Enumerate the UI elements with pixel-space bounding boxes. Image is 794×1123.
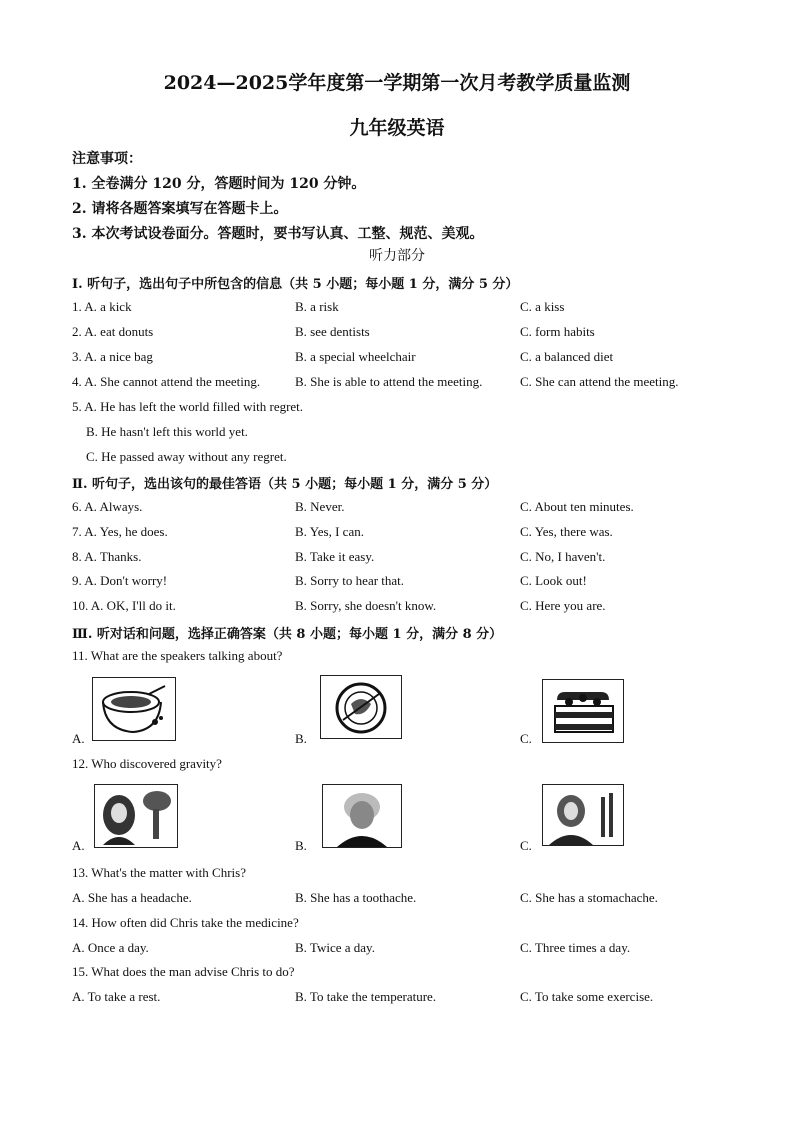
- exam-title: 2024—2025学年度第一学期第一次月考教学质量监测: [163, 72, 631, 94]
- q6-option-a: 6. A. Always.: [72, 499, 143, 514]
- q15-option-c: C. To take some exercise.: [520, 989, 654, 1004]
- notes-block: [72, 147, 484, 247]
- notes-heading: 注意事项：: [72, 151, 142, 167]
- q15-option-b: B. To take the temperature.: [295, 989, 437, 1004]
- q5-option-a: 5. A. He has left the world filled with regret.: [72, 399, 304, 414]
- q14-stem: 14. How often did Chris take the medicine?: [72, 915, 299, 930]
- q5-option-b: B. He hasn't left this world yet.: [86, 424, 248, 439]
- q2-option-c: C. form habits: [520, 324, 595, 339]
- q10-option-b: B. Sorry, she doesn't know.: [295, 598, 437, 613]
- q13-stem: 13. What's the matter with Chris?: [72, 865, 246, 880]
- q4-option-c: C. She can attend the meeting.: [520, 374, 679, 389]
- q11-label-a: A.: [72, 731, 85, 746]
- newton-portrait-picture: [94, 784, 178, 848]
- q9-option-b: B. Sorry to hear that.: [295, 573, 405, 588]
- listening-heading: 听力部分: [369, 248, 425, 264]
- note-item-2: 2. 请将各题答案填写在答题卡上。: [72, 201, 288, 217]
- q12-label-a: A.: [72, 838, 85, 853]
- q3-option-a: 3. A. a nice bag: [72, 349, 153, 364]
- q1-option-a: 1. A. a kick: [72, 299, 132, 314]
- q14-option-b: B. Twice a day.: [295, 940, 375, 955]
- q5-option-c: C. He passed away without any regret.: [86, 449, 287, 464]
- q7-option-c: C. Yes, there was.: [520, 524, 613, 539]
- note-item-1: 1. 全卷满分 120 分，答题时间为 120 分钟。: [72, 176, 366, 192]
- q7-option-a: 7. A. Yes, he does.: [72, 524, 168, 539]
- section3-heading: Ⅲ. 听对话和问题，选择正确答案（共 8 小题；每小题 1 分，满分 8 分）: [72, 627, 503, 642]
- q15-option-a: A. To take a rest.: [72, 989, 161, 1004]
- q6-option-c: C. About ten minutes.: [520, 499, 634, 514]
- note-item-3: 3. 本次考试设卷面分。答题时，要书写认真、工整、规范、美观。: [72, 226, 484, 242]
- q12-label-b: B.: [295, 838, 307, 853]
- q11-stem: 11. What are the speakers talking about?: [72, 648, 283, 663]
- q13-option-c: C. She has a stomachache.: [520, 890, 658, 905]
- q3-option-c: C. a balanced diet: [520, 349, 614, 364]
- plate-of-food-picture: [320, 675, 402, 739]
- q14-option-a: A. Once a day.: [72, 940, 149, 955]
- q1-option-b: B. a risk: [295, 299, 339, 314]
- q8-option-c: C. No, I haven't.: [520, 549, 606, 564]
- q3-option-b: B. a special wheelchair: [295, 349, 416, 364]
- soup-bowl-picture: [92, 677, 176, 741]
- q8-option-b: B. Take it easy.: [295, 549, 375, 564]
- q13-option-a: A. She has a headache.: [72, 890, 192, 905]
- q6-option-b: B. Never.: [295, 499, 345, 514]
- q2-option-a: 2. A. eat donuts: [72, 324, 154, 339]
- section2-heading: Ⅱ. 听句子，选出该句的最佳答语（共 5 小题；每小题 1 分，满分 5 分）: [72, 477, 498, 492]
- q9-option-a: 9. A. Don't worry!: [72, 573, 168, 588]
- q13-option-b: B. She has a toothache.: [295, 890, 417, 905]
- q11-label-c: C.: [520, 731, 532, 746]
- galileo-portrait-picture: [542, 784, 624, 846]
- q12-label-c: C.: [520, 838, 532, 853]
- cake-picture: [542, 679, 624, 743]
- q8-option-a: 8. A. Thanks.: [72, 549, 142, 564]
- q4-option-a: 4. A. She cannot attend the meeting.: [72, 374, 261, 389]
- q12-stem: 12. Who discovered gravity?: [72, 756, 222, 771]
- q2-option-b: B. see dentists: [295, 324, 370, 339]
- q4-option-b: B. She is able to attend the meeting.: [295, 374, 483, 389]
- section1-heading: I. 听句子，选出句子中所包含的信息（共 5 小题；每小题 1 分，满分 5 分）: [72, 277, 519, 292]
- q7-option-b: B. Yes, I can.: [295, 524, 364, 539]
- q9-option-c: C. Look out!: [520, 573, 587, 588]
- einstein-portrait-picture: [322, 784, 402, 848]
- exam-subtitle: 九年级英语: [349, 117, 445, 139]
- q14-option-c: C. Three times a day.: [520, 940, 631, 955]
- q15-stem: 15. What does the man advise Chris to do?: [72, 964, 295, 979]
- q11-label-b: B.: [295, 731, 307, 746]
- q10-option-a: 10. A. OK, I'll do it.: [72, 598, 176, 613]
- q1-option-c: C. a kiss: [520, 299, 565, 314]
- q10-option-c: C. Here you are.: [520, 598, 606, 613]
